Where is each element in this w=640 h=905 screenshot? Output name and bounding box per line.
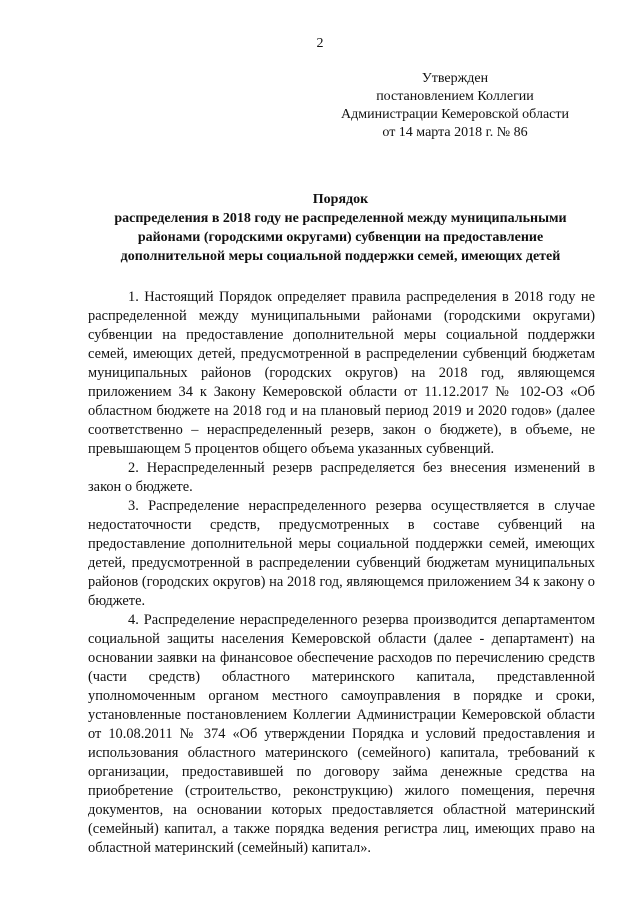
paragraph-1: 1. Настоящий Порядок определяет правила распределения в 2018 году не распределенной между муниципальными районами (городскими округами) субвенции на предоставление дополнительной меры социальной поддержки семей, имеющих детей, предусмотренной в распределении субвенций бюджетам муниципальных районов (городских округов) на 2018 год, являющемся приложением 34 к Закону Кемеровской области от 11.12.2017 № 102-ОЗ «Об областном бюджете на 2018 год и на плановый период 2019 и 2020 годов» (далее соответственно – нераспределенный резерв, закон о бюджете), в объеме, не превышающем 5 процентов общего объема указанных субвенций. — [88, 289, 595, 457]
approval-stamp-block — [320, 70, 590, 142]
document-title — [88, 190, 593, 266]
title-line-3: дополнительной меры социальной поддержки семей, имеющих детей — [120, 249, 561, 264]
title-line-1: распределения в 2018 году не распределенной между муниципальными — [114, 211, 567, 226]
paragraph-2: 2. Нераспределенный резерв распределяется без внесения изменений в закон о бюджете. — [88, 460, 595, 495]
approval-line-1: Утвержден — [421, 71, 489, 86]
document-body — [88, 288, 595, 858]
approval-line-3: Администрации Кемеровской области — [341, 107, 569, 122]
paragraph-3: 3. Распределение нераспределенного резерва осуществляется в случае недостаточности средств, предусмотренных в составе субвенций на предоставление дополнительной меры социальной поддержки семей, имеющих детей, предусмотренной в распределении субвенций бюджетам муниципальных районов (городских округов) на 2018 год, являющемся приложением 34 к закону о бюджете. — [88, 498, 595, 609]
approval-line-4: от 14 марта 2018 г. № 86 — [382, 125, 528, 140]
page-number: 2 — [316, 36, 324, 51]
title-line-2: районами (городскими округами) субвенции на предоставление — [137, 230, 544, 245]
approval-line-2: постановлением Коллегии — [376, 89, 534, 104]
paragraph-4: 4. Распределение нераспределенного резерва производится департаментом социальной защиты населения Кемеровской области (далее - департамент) на основании заявки на финансовое обеспечение расходов по перечислению средств (части средств) областного материнского капитала, представленной уполномоченным органом местного самоуправления в порядке и сроки, установленные постановлением Коллегии Администрации Кемеровской области от 10.08.2011 № 374 «Об утверждении Порядка и условий предоставления и использования областного материнского (семейного) капитала, требований к организации, предоставившей по договору займа денежные средства на приобретение (строительство, реконструкцию) жилого помещения, перечня документов, на основании которых предоставляется областной материнский (семейный) капитал, а также порядка ведения регистра лиц, имеющих право на областной материнский (семейный) капитал». — [88, 612, 595, 856]
title-heading: Порядок — [312, 192, 369, 207]
